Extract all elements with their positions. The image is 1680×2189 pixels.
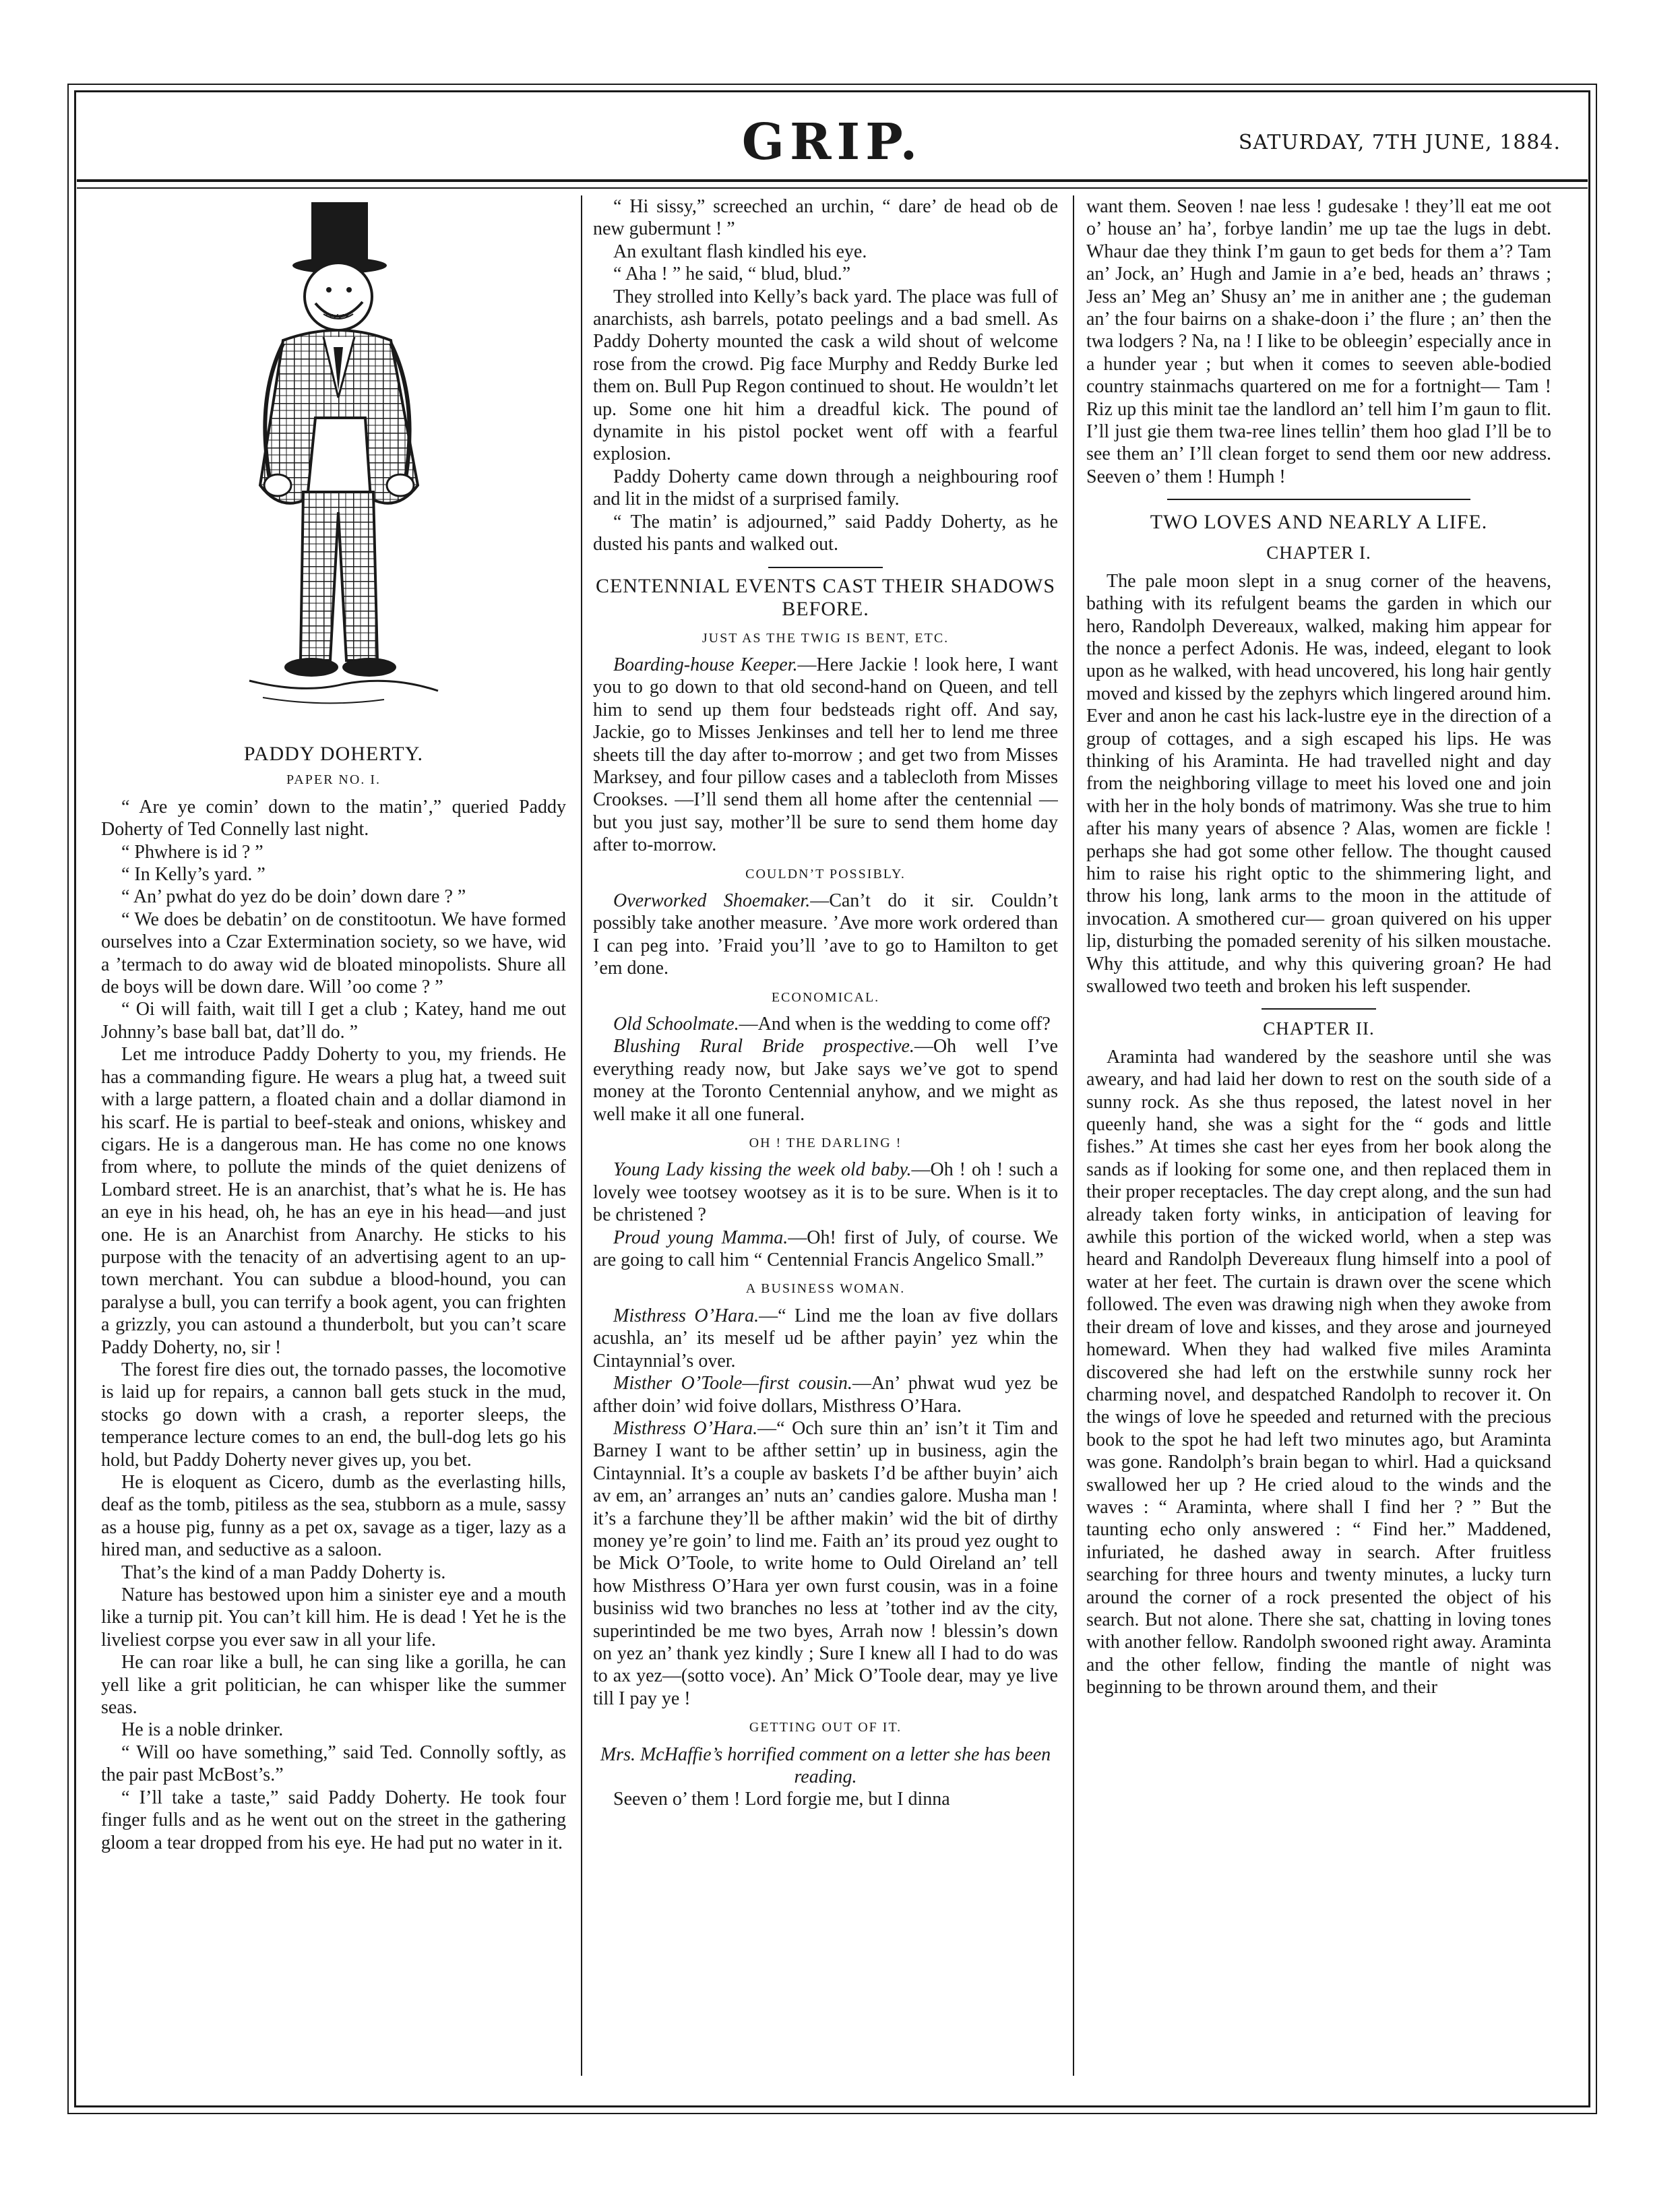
- man-in-top-hat-icon: [101, 195, 566, 735]
- dialogue-text: —Here Jackie ! look here, I want you to go down to that old second-hand on Queen, and tell him to send up them four bedsteads right off. And say, Jackie, go to Misses Jenkinses and tell her to lend me three sheets till the day after to-morrow ; and get two from Misses Marksey, and four pillow cases and a tablecloth from Misses Crookses. —I’ll send them all home after the centennial —but you just say, mother’ll be sure to send them home day after to-morrow.: [593, 654, 1058, 856]
- article-paragraph: “ In Kelly’s yard. ”: [121, 864, 266, 886]
- issue-date: SATURDAY, 7TH JUNE, 1884.: [1238, 131, 1561, 154]
- article-paragraph: Paddy Doherty came down through a neighbouring roof and lit in the midst of a surprised family.: [593, 466, 1058, 510]
- article-paragraph: The forest fire dies out, the tornado passes, the locomotive is laid up for repairs, a cannon ball gets stuck in the mud, stocks go down with a crash, a reporter sleeps, the temperance lecture comes to an end, the bull-dog lets go his hold, but Paddy Doherty never gives up, you bet.: [101, 1359, 566, 1471]
- article-paragraph: “ Aha ! ” he said, “ blud, blud.”: [613, 264, 851, 285]
- section-subheading: ECONOMICAL.: [771, 989, 880, 1005]
- article-paragraph: He is a noble drinker.: [121, 1719, 284, 1741]
- dialogue-paragraph: [593, 1417, 1058, 1710]
- chapter-1-heading: CHAPTER I.: [1266, 543, 1371, 563]
- dialogue-paragraph: [593, 1013, 1058, 1035]
- dialogue-paragraph: [593, 1227, 1058, 1272]
- centennial-heading: CENTENNIAL EVENTS CAST THEIR SHADOWS BEFORE.: [595, 574, 1056, 620]
- article-paragraph: “ I’ll take a taste,” said Paddy Doherty. He took four finger fulls and as he went out on the street in the gathering gloom a tear dropped from his eye. He had put no water in it.: [101, 1787, 566, 1853]
- section-subheading: COULDN’T POSSIBLY.: [745, 866, 906, 882]
- section-subheading: OH ! THE DARLING !: [749, 1136, 902, 1151]
- speaker-name: Young Lady kissing the week old baby.: [613, 1159, 912, 1181]
- masthead-title: GRIP.: [741, 113, 923, 171]
- column-3: [1086, 195, 1551, 2076]
- article-paragraph: “ Hi sissy,” screeched an urchin, “ dare’ de head ob de new gubermunt ! ”: [593, 196, 1058, 240]
- article-paragraph: That’s the kind of a man Paddy Doherty is.: [121, 1562, 446, 1583]
- column-1: [101, 195, 566, 2076]
- speaker-name: Proud young Mamma.: [613, 1227, 788, 1248]
- dialogue-text: —Oh well I’ve everything ready now, but Jake says we’ve got to spend money at the Toronto Centennial anyhow, and we might as well make it all one funeral.: [593, 1036, 1058, 1125]
- dialogue-text: —Oh ! oh ! such a lovely wee tootsey wootsey as it is to be sure. When is it to be christened ?: [593, 1159, 1058, 1226]
- paddy-doherty-illustration: [101, 195, 566, 735]
- section-note: Mrs. McHaffie’s horrified comment on a letter she has been reading.: [600, 1744, 1051, 1787]
- dialogue-paragraph: [593, 1159, 1058, 1226]
- article-paragraph: Let me introduce Paddy Doherty to you, my friends. He has a commanding figure. He wears a plug hat, a tweed suit with a large pattern, a floated chain and a dollar diamond in his scarf. He is partial to beef-steak and onions, whiskey and cigars. He is a dangerous man. He has come no one knows from where, to pollute the minds of the quiet denizens of Lombard street. He is an anarchist, that’s what he is. He has an eye in his head, oh, he has an eye in his head—and just one. He is an Anarchist from Anarchy. He sticks to his purpose with the tenacity of an advertising agent to an up-town merchant. You can subdue a blood-hound, you can paralyse a bull, you can terrify a book agent, you can frighten a grizzly, you can astound a thunderbolt, but you can’t scare Paddy Doherty, no, sir !: [101, 1044, 566, 1358]
- chapter-2-heading: CHAPTER II.: [1263, 1018, 1375, 1039]
- illustration-caption: PADDY DOHERTY.: [243, 743, 424, 765]
- article-paragraph: He can roar like a bull, he can sing like a gorilla, he can yell like a grit politician, he can whisper like the summer seas.: [101, 1652, 566, 1719]
- section-subheading: JUST AS THE TWIG IS BENT, ETC.: [702, 630, 950, 646]
- article-paragraph: “ The matin’ is adjourned,” said Paddy Doherty, as he dusted his pants and walked out.: [593, 511, 1058, 555]
- column-divider-2: [1073, 195, 1074, 2076]
- speaker-name: Misthress O’Hara.: [613, 1417, 758, 1439]
- dialogue-paragraph: [593, 1305, 1058, 1372]
- chapter-1-text: The pale moon slept in a snug corner of the heavens, bathing with its refulgent beams the garden in which our hero, Randolph Deverеaux, walked, making him appear for the nonce a perfect Adonis. He was, indeed, elegant to look upon as he walked, with head uncovered, his long hair gently moved and kissed by the zephyrs which lingered around him. Ever and anon he cast his lack-lustre eye in the direction of a group of cottages, and a sigh escaped his lips. He was thinking of his Araminta. He had travelled night and day from the neighboring village to meet his loved one and join with her in the holy bonds of matrimony. Was she true to him after his many years of absence ? Alas, women are fickle ! perhaps she had got some other fellow. The thought caused him to raise his right optic to the shimmering light, and throw his long, lank arms to the moon in the attitude of invocation. A smothered cur— groan quivered on his upper lip, disturbing the pomaded serenity of his silken moustache. Why this attitude, and why this quivering groan? He had swallowed two teeth and broken his left suspender.: [1086, 570, 1551, 997]
- dialogue-text: —Oh! first of July, of course. We are going to call him “ Centennial Francis Angelico Small.”: [593, 1227, 1058, 1271]
- dialogue-text: —And when is the wedding to come off?: [739, 1014, 1051, 1035]
- section-rule: [1262, 1008, 1376, 1010]
- dialogue-text: —An’ phwat wud yez be afther doin’ wid foive dollars, Misthress O’Hara.: [593, 1373, 1058, 1417]
- dialogue-text: —Can’t do it sir. Couldn’t possibly take another measure. ’Ave more work ordered than I can peg into. ’Fraid you’ll ’ave to go to Hamilton to get ’em done.: [593, 890, 1058, 979]
- masthead-bar: [77, 94, 1588, 182]
- paper-number: PAPER NO. I.: [286, 772, 381, 788]
- dialogue-paragraph: [593, 654, 1058, 857]
- speaker-name: Misther O’Toole—first cousin.: [613, 1373, 852, 1394]
- article-paragraph: An exultant flash kindled his eye.: [613, 241, 867, 262]
- dialogue-text: Seeven o’ them ! Lord forgie me, but I dinna: [613, 1789, 950, 1810]
- dialogue-paragraph: [593, 1372, 1058, 1417]
- section-subheading: A BUSINESS WOMAN.: [745, 1281, 906, 1297]
- paddy-doherty-continued: [593, 195, 1058, 556]
- article-paragraph: “ Are ye comin’ down to the matin’,” queried Paddy Doherty of Ted Connelly last night.: [101, 796, 566, 840]
- speaker-name: Boarding-house Keeper.: [613, 654, 798, 675]
- speaker-name: Overworked Shoemaker.: [613, 890, 811, 911]
- speaker-name: Blushing Rural Bride prospective.: [613, 1036, 914, 1057]
- article-paragraph: “ Will oo have something,” said Ted. Connolly softly, as the pair past McBost’s.”: [101, 1741, 566, 1786]
- section-rule: [1167, 499, 1470, 500]
- getting-out-of-it-continued: want them. Seoven ! nae less ! gudesake ! they’ll eat me oot o’ house an’ ha’, forbye landin’ me up tae the lugs in debt. Whaur dae they think I’m gaun to get beds for them a’? Tam an’ Jock, an’ Hugh and Jamie in a’e bed, heads an’ thraws ; Jess an’ Meg an’ Shusy an’ me in anither ane ; the gudeman an’ the four bairns on a shake-doon i’ the flure ; an’ then the twa lodgers ? Na, na ! I like to be obleegin’ especially ance in a hunder year ; but when it comes to seeven able-bodied country stainmachs quartered on me for a fortnight— Tam ! Riz up this minit tae the landlord an’ tell him I’m gaun to flit. I’ll just gie them twa-ree lines tellin’ them hoo glad I’ll be to see them an’ I’ll clean forget to send them oor new address. Seeven o’ them ! Humph !: [1086, 196, 1551, 487]
- top-hat: [311, 202, 368, 264]
- article-paragraph: Nature has bestowed upon him a sinister eye and a mouth like a turnip pit. You can’t kill him. He is dead ! Yet he is the liveliest corpse you ever saw in all your life.: [101, 1584, 566, 1651]
- speaker-name: Old Schoolmate.: [613, 1014, 739, 1035]
- article-paragraph: “ Phwhere is id ? ”: [121, 841, 263, 863]
- paddy-doherty-article: [101, 796, 566, 1854]
- dialogue-paragraph: [593, 1035, 1058, 1126]
- article-paragraph: They strolled into Kelly’s back yard. The place was full of anarchists, ash barrels, potato peelings and a bad smell. As Paddy Doherty mounted the cask a wild shout of welcome rose from the crowd. Pig face Murphy and Reddy Burke led them on. Bull Pup Regon continued to shout. He wouldn’t let up. Some one hit him a dreadful kick. The pound of dynamite in his pistol pocket went off with a fearful explosion.: [593, 286, 1058, 465]
- story-title: TWO LOVES AND NEARLY A LIFE.: [1150, 511, 1488, 534]
- header-rule: [77, 187, 1588, 189]
- section-subheading: GETTING OUT OF IT.: [749, 1720, 902, 1735]
- article-paragraph: “ We does be debatin’ on de constitootun. We have formed ourselves into a Czar Extermination society, so we have, wid a ’termach to do away wid de bloated minopolists. Shure all de boys will be down dare. Will ’oo come ? ”: [101, 908, 566, 998]
- dialogue-paragraph: [593, 890, 1058, 980]
- article-paragraph: “ Oi will faith, wait till I get a club ; Katey, hand me out Johnny’s base ball bat, dat’ll do. ”: [101, 999, 566, 1043]
- article-paragraph: “ An’ pwhat do yez do be doin’ down dare ? ”: [121, 886, 466, 908]
- centennial-sections: [593, 627, 1058, 1811]
- dialogue-text: —“ Lind me the loan av five dollars acushla, an’ its meself ud be afther payin’ yez whin the Cintaynnial’s over.: [593, 1305, 1058, 1371]
- article-paragraph: He is eloquent as Cicero, dumb as the everlasting hills, deaf as the tomb, pitiless as the sea, stubborn as a mule, sassy as a house pig, funny as a pet ox, savage as a tiger, lazy as a hired man, and seductive as a saloon.: [101, 1472, 566, 1561]
- dialogue-paragraph: [593, 1788, 1058, 1810]
- chapter-2-text: Araminta had wandered by the seashore until she was aweary, and had laid her down to rest on the south side of a sunny rock. As she thus reposed, the latest novel in her queenly hand, she was a sight for the “ gods and little fishes.” At times she cast her eyes from her book along the sands as if looking for some one, and then replaced them in their proper receptacles. The day crept along, and the sun had already taken forty winks, in anticipation of leaving for awhile this portion of the wicked world, when a step was heard and Randolph Devereaux flung himself into a pool of water at her feet. The curtain is drawn over the scene which followed. The even was drawing nigh when they awoke from their dream of love and kisses, and they arose and journeyed homeward. When they had walked five miles Araminta discovered she had left on the erstwhile sunny rock her charming novel, and despatched Randolph to recover it. On the wings of love he speeded and returned with the precious book to the spot he had left two minutes ago, but Araminta was gone. Randolph’s brain began to whirl. Had a quicksand swallowed her up ? He cried aloud to the winds and the waves : “ Araminta, where shall I find her ? ” But the taunting echo only answered : “ Find her.” Maddened, infuriated, he dashed away in search. After fruitless searching for three hours and twenty minutes, a lucky turn around the corner of a rock presented the object of his search. But not alone. There she sat, chatting in loving tones with another fellow. Randolph swooned right away. Araminta and the other fellow, finding the mantle of night was beginning to be thrown around them, and their: [1086, 1046, 1551, 1698]
- section-rule: [768, 567, 883, 568]
- column-2: [593, 195, 1058, 2076]
- column-divider-1: [581, 195, 582, 2076]
- dialogue-text: —“ Och sure thin an’ isn’t it Tim and Barney I want to be afther settin’ up in business, agin the Cintaynnial. It’s a couple av baskets I’d be afther buyin’ aich av em, an’ arranges an’ nuts an’ candies galore. Musha man ! it’s a farchune they’ll be afther makin’ wid the bit of dirthy money ye’re goin’ to lind me. Faith an’ its proud yez ought to be Mick O’Toole, to write home to Ould Oireland an’ tell how Misthress O’Hara yer own furst cousin, was in a foine businiss wid two branches no less at ’tother ind av the city, superintinded be me two byes, Arrah now ! blessin’s down on yez an’ thank yez kindly ; Sure I knew all I had to do was to ax yez—(sotto voce). An’ Mick O’Toole dear, may ye live till I pay ye !: [593, 1417, 1058, 1709]
- speaker-name: Misthress O’Hara.: [613, 1305, 759, 1326]
